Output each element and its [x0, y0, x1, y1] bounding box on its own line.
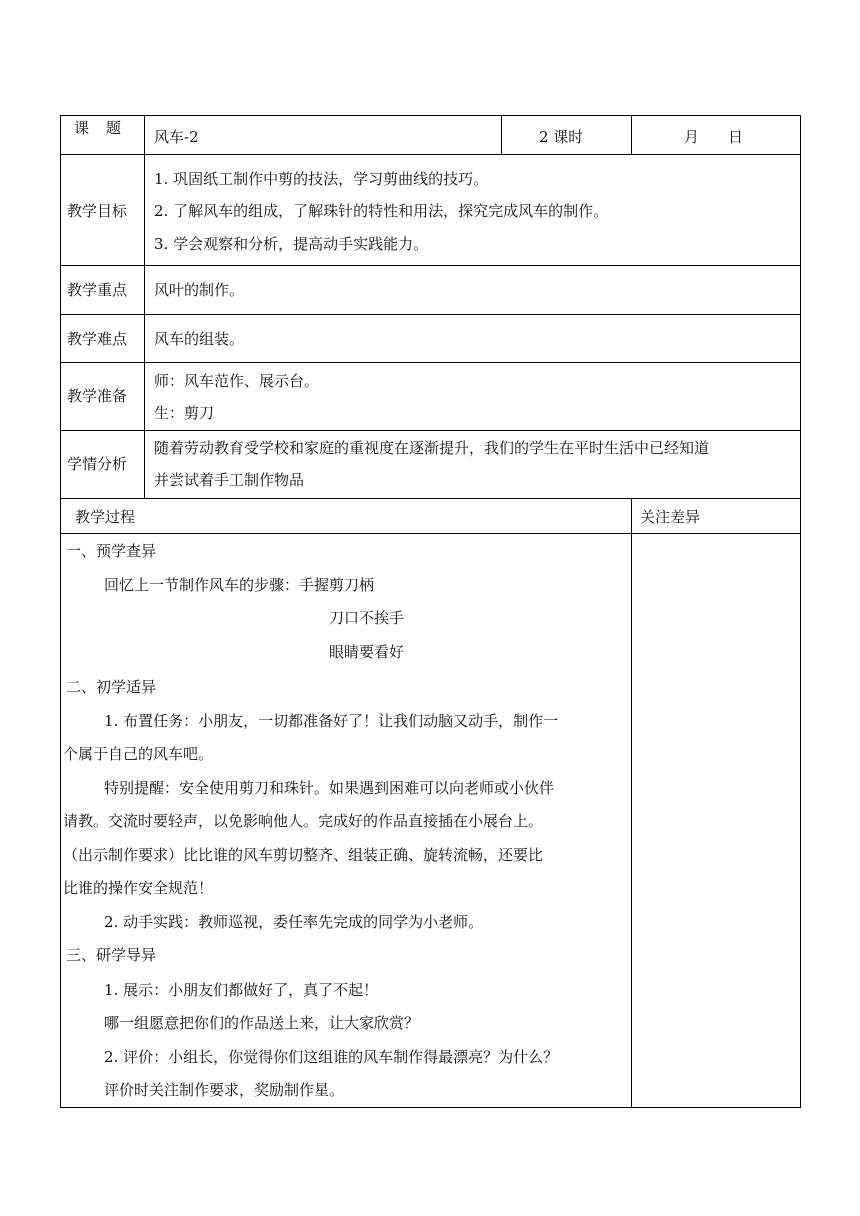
process-line: 比谁的操作安全规范！: [63, 879, 214, 897]
process-line: 评价时关注制作要求，奖励制作星。: [104, 1081, 345, 1099]
table-border: [60, 314, 801, 315]
goal-item: 2. 了解风车的组成，了解珠针的特性和用法，探究完成风车的制作。: [154, 202, 609, 220]
goal-item: 3. 学会观察和分析，提高动手实践能力。: [154, 235, 429, 253]
section-heading: 三、研学导异: [66, 946, 157, 964]
hours-value: 2 课时: [539, 128, 584, 146]
analysis-line: 随着劳动教育受学校和家庭的重视度在逐渐提升，我们的学生在平时生活中已经知道: [154, 439, 710, 457]
table-border: [631, 498, 632, 1108]
process-line: 请教。交流时要轻声，以免影响他人。完成好的作品直接插在小展台上。: [63, 812, 544, 830]
analysis-label: 学情分析: [67, 455, 128, 473]
topic-label: 课 题: [74, 119, 123, 137]
table-border: [800, 115, 801, 1108]
key-point-label: 教学重点: [67, 281, 128, 299]
date-day-label: 日: [728, 128, 744, 146]
goals-label: 教学目标: [67, 202, 128, 220]
section-heading: 二、初学适异: [66, 678, 157, 696]
process-line: 眼睛要看好: [329, 643, 405, 661]
goal-item: 1. 巩固纸工制作中剪的技法，学习剪曲线的技巧。: [154, 170, 489, 188]
table-border: [60, 265, 801, 266]
preparation-line: 师：风车范作、展示台。: [154, 372, 320, 390]
process-line: （出示制作要求）比比谁的风车剪切整齐、组装正确、旋转流畅，还要比: [63, 846, 544, 864]
table-border: [60, 533, 801, 534]
section-heading: 一、预学查异: [66, 542, 157, 560]
process-line: 个属于自己的风车吧。: [63, 745, 214, 763]
process-label: 教学过程: [75, 508, 136, 526]
table-border: [60, 362, 801, 363]
table-border: [501, 115, 502, 155]
process-line: 2. 动手实践：教师巡视，委任率先完成的同学为小老师。: [104, 913, 484, 931]
process-line: 哪一组愿意把你们的作品送上来，让大家欣赏？: [104, 1014, 420, 1032]
table-border: [60, 1107, 801, 1108]
process-line: 1. 展示：小朋友们都做好了，真了不起！: [104, 981, 379, 999]
table-border: [60, 498, 801, 499]
process-line: 2. 评价：小组长，你觉得你们这组谁的风车制作得最漂亮？为什么？: [104, 1048, 559, 1066]
table-border: [144, 115, 145, 499]
process-line: 1. 布置任务：小朋友，一切都准备好了！让我们动脑又动手，制作一: [104, 712, 559, 730]
date-month-label: 月: [684, 128, 700, 146]
difficulty-label: 教学难点: [67, 330, 128, 348]
process-line: 特别提醒：安全使用剪刀和珠针。如果遇到困难可以向老师或小伙伴: [104, 779, 555, 797]
table-border: [631, 115, 632, 155]
difficulty-value: 风车的组装。: [154, 330, 245, 348]
key-point-value: 风叶的制作。: [154, 281, 245, 299]
table-border: [60, 115, 801, 116]
focus-differences-label: 关注差异: [640, 508, 701, 526]
table-border: [60, 154, 801, 155]
table-border: [60, 430, 801, 431]
preparation-line: 生：剪刀: [154, 404, 215, 422]
table-border: [60, 115, 61, 1108]
process-line: 刀口不挨手: [329, 609, 405, 627]
topic-value: 风车-2: [154, 128, 199, 146]
analysis-line: 并尝试着手工制作物品: [154, 471, 305, 489]
process-line: 回忆上一节制作风车的步骤：手握剪刀柄: [104, 576, 375, 594]
preparation-label: 教学准备: [67, 387, 128, 405]
